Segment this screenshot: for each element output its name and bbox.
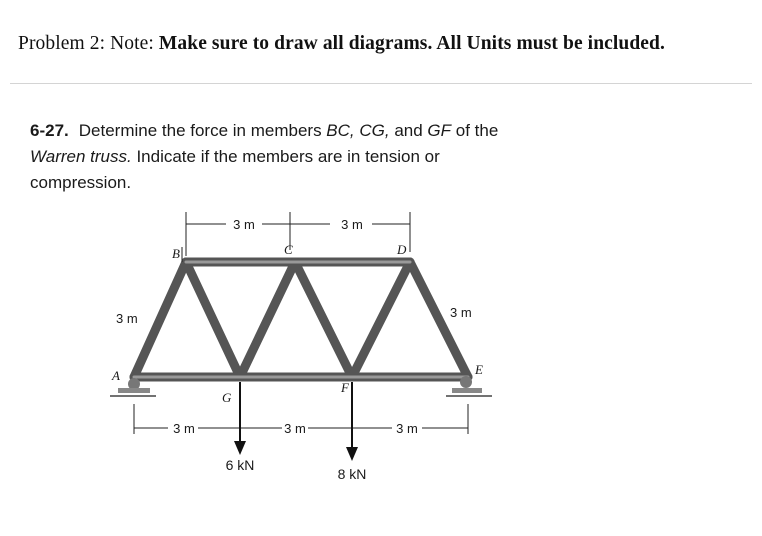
member-bg — [186, 262, 240, 377]
statement-members: BC, CG, — [326, 121, 390, 140]
statement-text-4: Indicate if the members are in tension or compression. — [30, 147, 440, 192]
statement-truss-name: Warren truss. — [30, 147, 132, 166]
load-label-g: 6 kN — [225, 457, 255, 473]
dim-top-bc: 3 m — [233, 217, 255, 232]
truss-members — [134, 262, 468, 377]
dim-bottom-ag: 3 m — [173, 421, 195, 436]
member-ab — [134, 262, 186, 377]
node-b: B — [172, 246, 180, 261]
node-c: C — [284, 242, 293, 257]
dim-top-cd: 3 m — [341, 217, 363, 232]
statement-text-2: and — [389, 121, 428, 140]
problem-number: 6-27. — [30, 121, 69, 140]
member-df — [352, 262, 410, 377]
node-d: D — [397, 242, 407, 257]
dim-left-height: 3 m — [116, 311, 138, 326]
top-dimension-lines — [186, 212, 410, 256]
node-a: A — [112, 368, 120, 383]
header-prefix: Problem 2: Note: — [18, 33, 159, 54]
load-arrow-g — [234, 382, 246, 455]
statement-member-gf: GF — [427, 121, 452, 140]
node-f: F — [341, 380, 349, 395]
node-e: E — [475, 362, 483, 377]
dim-right-height: 3 m — [450, 305, 472, 320]
dim-bottom-fe: 3 m — [396, 421, 418, 436]
load-label-f: 8 kN — [337, 466, 367, 482]
header-emphasis: Make sure to draw all diagrams. All Units must be included. — [158, 33, 665, 54]
statement-text-1: Determine the force in members — [78, 121, 327, 140]
node-g: G — [222, 390, 232, 405]
statement-text-3: of the — [451, 121, 499, 140]
member-cf — [295, 262, 352, 377]
dim-bottom-gf: 3 m — [284, 421, 306, 436]
member-cg — [240, 262, 295, 377]
